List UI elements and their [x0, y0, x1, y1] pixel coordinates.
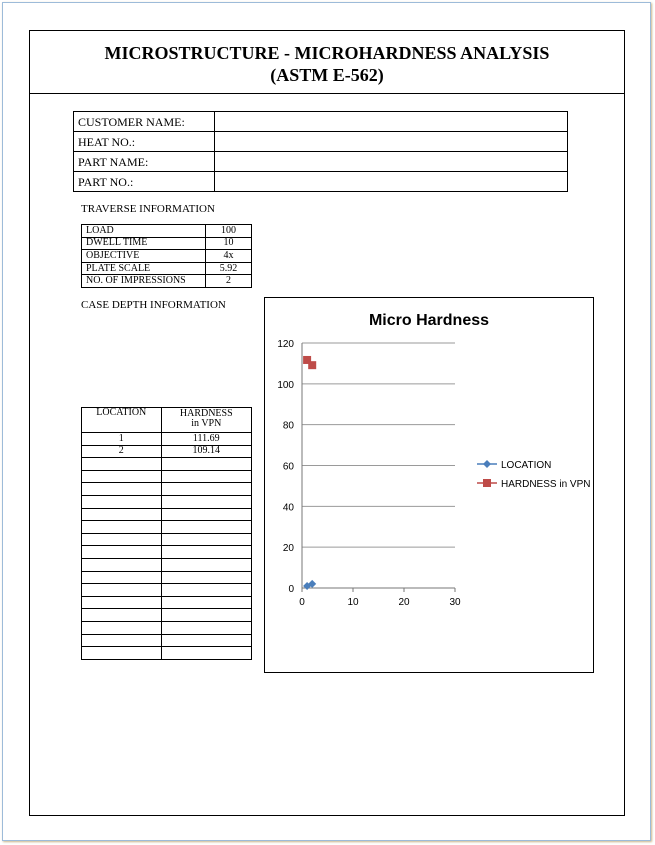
- y-tick-label: 40: [282, 502, 294, 514]
- hardness-cell[interactable]: [161, 470, 251, 483]
- part-no-field[interactable]: [215, 172, 568, 192]
- location-cell[interactable]: [82, 634, 162, 647]
- hardness-cell[interactable]: [161, 521, 251, 534]
- y-tick-label: 0: [288, 584, 294, 595]
- table-row: [82, 584, 252, 597]
- load-label: LOAD: [82, 225, 206, 238]
- location-cell[interactable]: [82, 458, 162, 471]
- table-row: [82, 470, 252, 483]
- location-cell[interactable]: [82, 647, 162, 660]
- customer-name-field[interactable]: [215, 112, 568, 132]
- case-depth-table: [81, 407, 252, 660]
- hardness-cell[interactable]: [161, 647, 251, 660]
- hardness-cell[interactable]: 109.14: [161, 445, 251, 458]
- hardness-cell[interactable]: [161, 596, 251, 609]
- table-row: [82, 237, 252, 250]
- chart-canvas: [265, 298, 593, 672]
- location-cell[interactable]: [82, 571, 162, 584]
- part-name-label: PART NAME:: [74, 152, 215, 172]
- plate-scale-label: PLATE SCALE: [82, 262, 206, 275]
- table-row: [82, 571, 252, 584]
- y-tick-label: 80: [282, 420, 294, 432]
- location-cell[interactable]: [82, 495, 162, 508]
- traverse-heading: TRAVERSE INFORMATION: [81, 203, 215, 215]
- table-row: [82, 262, 252, 275]
- hardness-cell[interactable]: [161, 546, 251, 559]
- table-row: [82, 250, 252, 263]
- x-tick-label: 20: [398, 597, 410, 608]
- table-row: [82, 533, 252, 546]
- table-row: [82, 508, 252, 521]
- legend-entry: HARDNESS in VPN: [501, 479, 591, 490]
- title-line-2: (ASTM E-562): [270, 65, 384, 85]
- dwell-time-value[interactable]: 10: [206, 237, 252, 250]
- legend-marker: [483, 479, 491, 487]
- objective-label: OBJECTIVE: [82, 250, 206, 263]
- table-row: [74, 132, 568, 152]
- chart-title: Micro Hardness: [368, 312, 490, 329]
- y-tick-label: 120: [277, 339, 294, 350]
- table-row: [82, 558, 252, 571]
- hardness-cell[interactable]: [161, 609, 251, 622]
- hardness-cell[interactable]: 111.69: [161, 433, 251, 446]
- x-tick-label: 0: [299, 597, 305, 608]
- location-cell[interactable]: [82, 508, 162, 521]
- table-row: [82, 433, 252, 446]
- location-cell[interactable]: [82, 470, 162, 483]
- hardness-cell[interactable]: [161, 621, 251, 634]
- table-row: [82, 621, 252, 634]
- hardness-cell[interactable]: [161, 458, 251, 471]
- location-cell[interactable]: [82, 483, 162, 496]
- table-row: [82, 647, 252, 660]
- heat-no-label: HEAT NO.:: [74, 132, 215, 152]
- impressions-label: NO. OF IMPRESSIONS: [82, 275, 206, 288]
- customer-name-label: CUSTOMER NAME:: [74, 112, 215, 132]
- report-title: [30, 31, 624, 94]
- y-tick-label: 100: [277, 379, 294, 391]
- hardness-cell[interactable]: [161, 558, 251, 571]
- customer-info-table: [73, 111, 568, 192]
- hardness-cell[interactable]: [161, 634, 251, 647]
- legend-entry: LOCATION: [501, 460, 552, 471]
- table-row: [82, 445, 252, 458]
- heat-no-field[interactable]: [215, 132, 568, 152]
- location-cell[interactable]: [82, 558, 162, 571]
- part-name-field[interactable]: [215, 152, 568, 172]
- y-tick-label: 20: [282, 543, 294, 555]
- objective-value[interactable]: 4x: [206, 250, 252, 263]
- table-row: [82, 609, 252, 622]
- table-row: [82, 458, 252, 471]
- location-cell[interactable]: [82, 533, 162, 546]
- location-cell[interactable]: [82, 584, 162, 597]
- hardness-cell[interactable]: [161, 495, 251, 508]
- micro-hardness-chart[interactable]: [264, 297, 594, 673]
- table-header-row: [82, 408, 252, 433]
- location-cell[interactable]: 1: [82, 433, 162, 446]
- table-row: [82, 225, 252, 238]
- location-cell[interactable]: [82, 521, 162, 534]
- x-tick-label: 10: [347, 597, 359, 608]
- table-row: [74, 112, 568, 132]
- table-row: [74, 172, 568, 192]
- traverse-table: [81, 224, 252, 288]
- load-value[interactable]: 100: [206, 225, 252, 238]
- table-row: [82, 596, 252, 609]
- hardness-cell[interactable]: [161, 508, 251, 521]
- x-tick-label: 30: [449, 597, 461, 608]
- table-row: [82, 495, 252, 508]
- location-header: LOCATION: [82, 408, 162, 433]
- dwell-time-label: DWELL TIME: [82, 237, 206, 250]
- y-tick-label: 60: [282, 461, 294, 473]
- table-row: [74, 152, 568, 172]
- part-no-label: PART NO.:: [74, 172, 215, 192]
- data-point: [308, 361, 316, 369]
- location-cell[interactable]: [82, 609, 162, 622]
- title-line-1: MICROSTRUCTURE - MICROHARDNESS ANALYSIS: [104, 43, 550, 63]
- table-row: [82, 275, 252, 288]
- hardness-cell[interactable]: [161, 533, 251, 546]
- impressions-value[interactable]: 2: [206, 275, 252, 288]
- plate-scale-value[interactable]: 5.92: [206, 262, 252, 275]
- table-row: [82, 483, 252, 496]
- hardness-header-line-2: in VPN: [191, 418, 222, 429]
- hardness-cell[interactable]: [161, 584, 251, 597]
- hardness-header-line-1: HARDNESS: [179, 408, 233, 419]
- location-cell[interactable]: [82, 546, 162, 559]
- case-depth-heading: CASE DEPTH INFORMATION: [81, 299, 226, 311]
- hardness-cell[interactable]: [161, 483, 251, 496]
- location-cell[interactable]: [82, 621, 162, 634]
- table-row: [82, 521, 252, 534]
- table-row: [82, 546, 252, 559]
- hardness-header: [161, 408, 251, 433]
- table-row: [82, 634, 252, 647]
- hardness-cell[interactable]: [161, 571, 251, 584]
- location-cell[interactable]: 2: [82, 445, 162, 458]
- location-cell[interactable]: [82, 596, 162, 609]
- legend-marker: [483, 460, 491, 468]
